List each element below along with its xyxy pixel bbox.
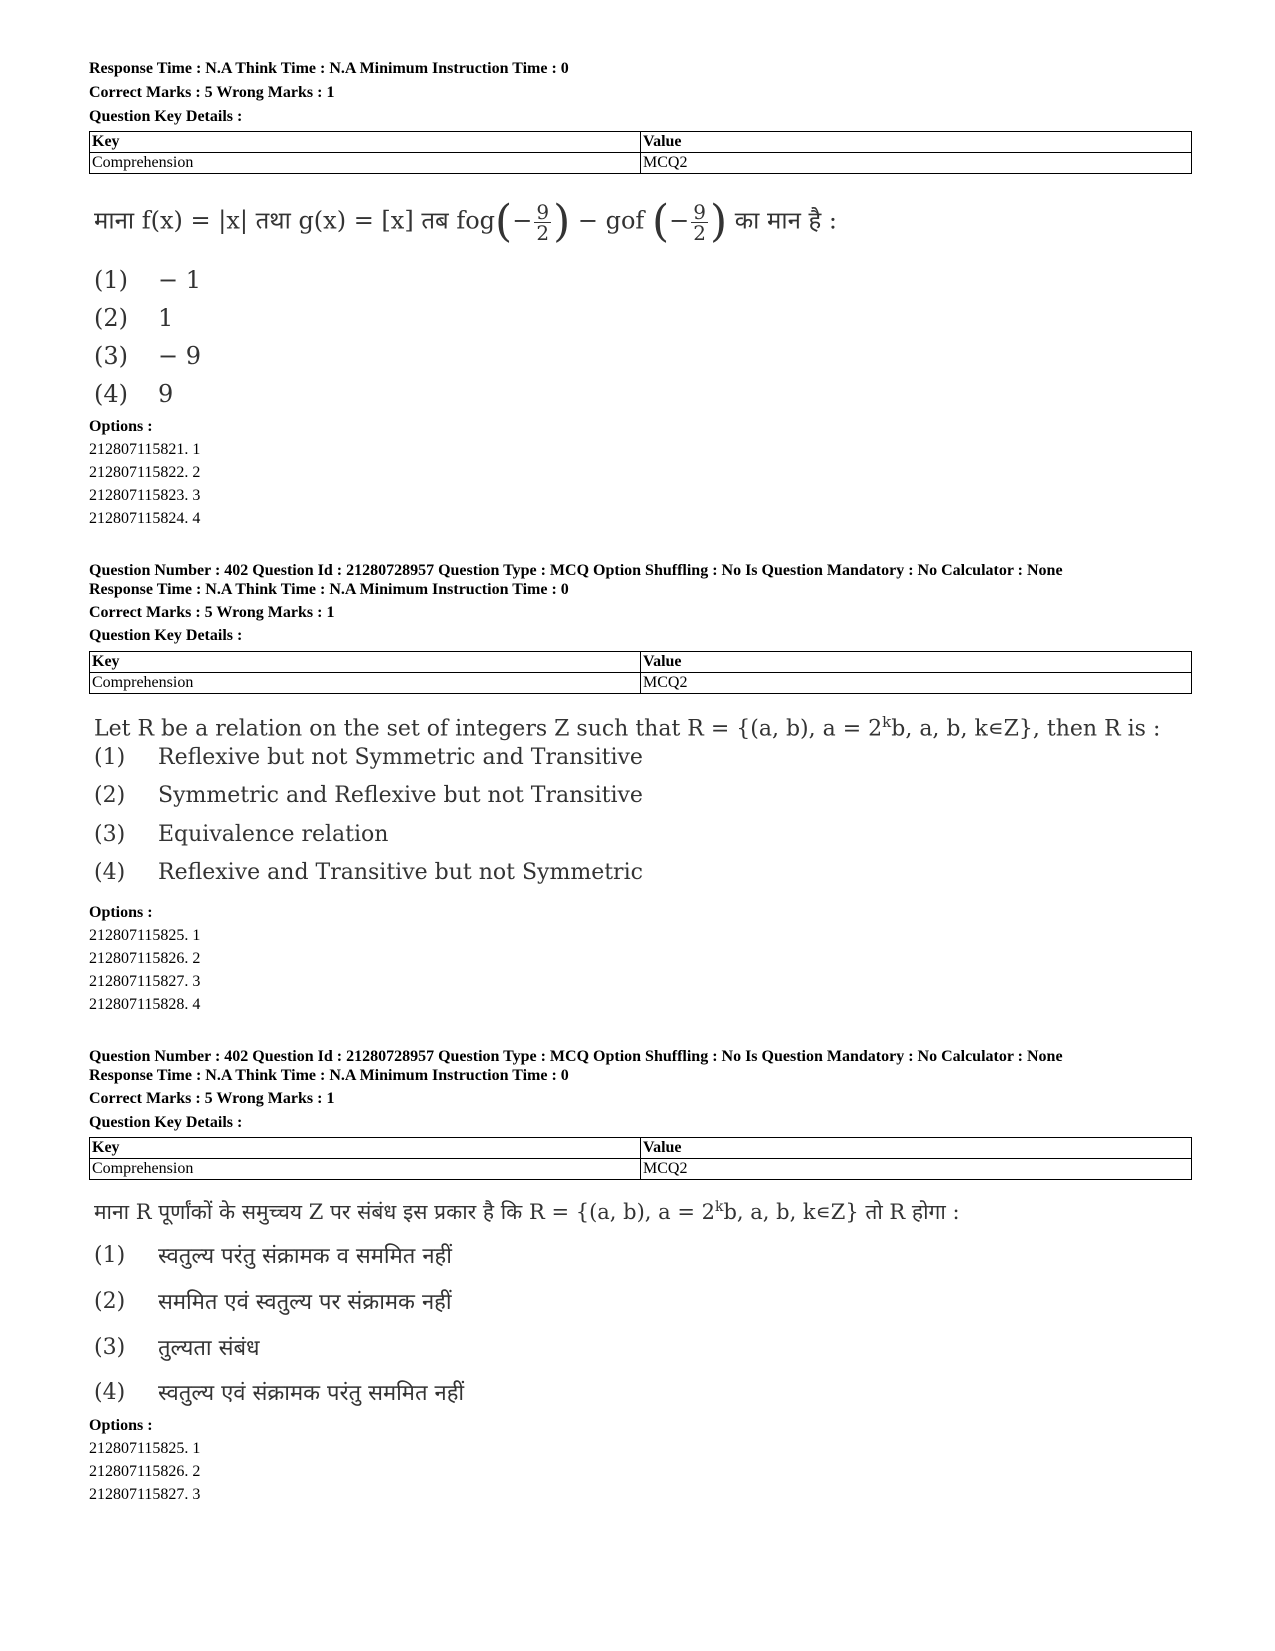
answer-option-2 [94,304,173,332]
stem-superscript: k [882,713,892,731]
marks-line: Correct Marks : 5 Wrong Marks : 1 [89,84,335,101]
answer-option-1 [94,266,201,294]
option-id: 212807115826. 2 [89,950,201,967]
option-text: स्वतुल्य एवं संक्रामक परंतु सममित नहीं [158,1381,465,1406]
option-id: 212807115827. 3 [89,973,201,990]
option-number: (3) [94,342,128,370]
answer-option-3 [94,822,388,847]
stem-part: Let R be a relation on the set of integers Z such that R = {(a, b), a = 2 [94,716,883,742]
table-row [90,153,1192,174]
answer-option-1 [94,1240,452,1270]
options-label: Options : [89,418,153,435]
table-header-row [90,652,1192,673]
question-stem [94,196,838,247]
option-text: 9 [158,380,174,408]
option-id: 212807115826. 2 [89,1463,201,1480]
table-row [90,1159,1192,1180]
marks-line: Correct Marks : 5 Wrong Marks : 1 [89,1090,335,1107]
option-text: स्वतुल्य परंतु संक्रामक व सममित नहीं [158,1244,452,1269]
answer-option-4 [94,1377,464,1407]
key-cell: Comprehension [90,1159,641,1180]
table-row [90,673,1192,694]
response-time-line: Response Time : N.A Think Time : N.A Minimum Instruction Time : 0 [89,1067,569,1084]
stem-prefix: माना f(x) = |x| तथा g(x) = [x] तब fog [94,206,496,235]
option-text: तुल्यता संबंध [158,1336,260,1361]
value-cell: MCQ2 [641,153,1192,174]
option-text: Reflexive and Transitive but not Symmetric [158,860,643,885]
answer-option-2 [94,1286,452,1316]
value-header: Value [641,652,1192,673]
option-text: 1 [158,304,174,332]
fraction-numerator: 9 [693,199,706,224]
option-text: Symmetric and Reflexive but not Transitive [158,783,643,808]
response-time-line: Response Time : N.A Think Time : N.A Minimum Instruction Time : 0 [89,581,569,598]
open-paren: ( [651,196,670,247]
answer-option-1 [94,745,643,770]
value-cell: MCQ2 [641,1159,1192,1180]
option-number: (3) [94,1334,126,1360]
key-details-label: Question Key Details : [89,627,243,644]
option-number: (1) [94,745,126,770]
question-header: Question Number : 402 Question Id : 21280728957 Question Type : MCQ Option Shuffling : No Is Question Mandatory : No Calculator : None [89,1048,1063,1065]
option-number: (4) [94,860,126,885]
key-header: Key [90,132,641,153]
option-text: सममित एवं स्वतुल्य पर संक्रामक नहीं [158,1290,452,1315]
answer-option-3 [94,1332,260,1362]
fraction-denominator: 2 [536,220,550,245]
option-text: − 1 [158,266,202,294]
stem-suffix: का मान है : [727,206,838,235]
option-id: 212807115821. 1 [89,441,201,458]
option-number: (2) [94,1288,126,1314]
value-header: Value [641,1138,1192,1159]
option-id: 212807115824. 4 [89,510,201,527]
option-number: (2) [94,304,128,332]
stem-part: b, a, b, k∊Z}, then R is : [891,716,1161,742]
option-text: Reflexive but not Symmetric and Transitive [158,745,643,770]
option-id: 212807115823. 3 [89,487,201,504]
key-details-label: Question Key Details : [89,108,243,125]
key-details-table [89,1137,1192,1180]
fraction [534,199,551,245]
answer-option-3 [94,342,201,370]
key-header: Key [90,1138,641,1159]
close-paren: ) [709,196,728,247]
answer-option-4 [94,860,643,885]
stem-superscript: k [714,1199,724,1215]
table-header-row [90,1138,1192,1159]
key-cell: Comprehension [90,673,641,694]
marks-line: Correct Marks : 5 Wrong Marks : 1 [89,604,335,621]
stem-part: b, a, b, k∊Z} तो R होगा : [723,1200,960,1224]
open-paren: ( [495,196,513,247]
option-number: (1) [94,266,128,294]
option-number: (4) [94,1379,126,1405]
fraction [691,199,708,245]
stem-middle: − gof [570,206,652,235]
key-details-label: Question Key Details : [89,1114,243,1131]
frac-sign: − [669,206,690,235]
table-header-row [90,132,1192,153]
fraction-denominator: 2 [693,220,706,245]
option-text: − 9 [158,342,202,370]
key-details-table [89,651,1192,694]
option-id: 212807115828. 4 [89,996,201,1013]
value-cell: MCQ2 [641,673,1192,694]
option-number: (2) [94,783,126,808]
frac-sign: − [512,206,533,235]
option-number: (1) [94,1242,126,1268]
response-time-line: Response Time : N.A Think Time : N.A Minimum Instruction Time : 0 [89,60,569,77]
option-id: 212807115825. 1 [89,1440,201,1457]
question-stem [94,1190,960,1229]
option-number: (4) [94,380,128,408]
fraction-numerator: 9 [536,199,550,224]
option-id: 212807115825. 1 [89,927,201,944]
option-id: 212807115827. 3 [89,1486,201,1503]
options-label: Options : [89,1417,153,1434]
option-text: Equivalence relation [158,822,389,847]
option-number: (3) [94,822,126,847]
key-details-table [89,131,1192,174]
key-header: Key [90,652,641,673]
answer-option-2 [94,783,643,808]
option-id: 212807115822. 2 [89,464,201,481]
question-stem [94,705,1160,746]
key-cell: Comprehension [90,153,641,174]
value-header: Value [641,132,1192,153]
stem-part: माना R पूर्णांकों के समुच्चय Z पर संबंध इस प्रकार है कि R = {(a, b), a = 2 [94,1200,715,1224]
answer-option-4 [94,380,173,408]
question-header: Question Number : 402 Question Id : 21280728957 Question Type : MCQ Option Shuffling : No Is Question Mandatory : No Calculator : None [89,562,1063,579]
close-paren: ) [553,196,571,247]
options-label: Options : [89,904,153,921]
